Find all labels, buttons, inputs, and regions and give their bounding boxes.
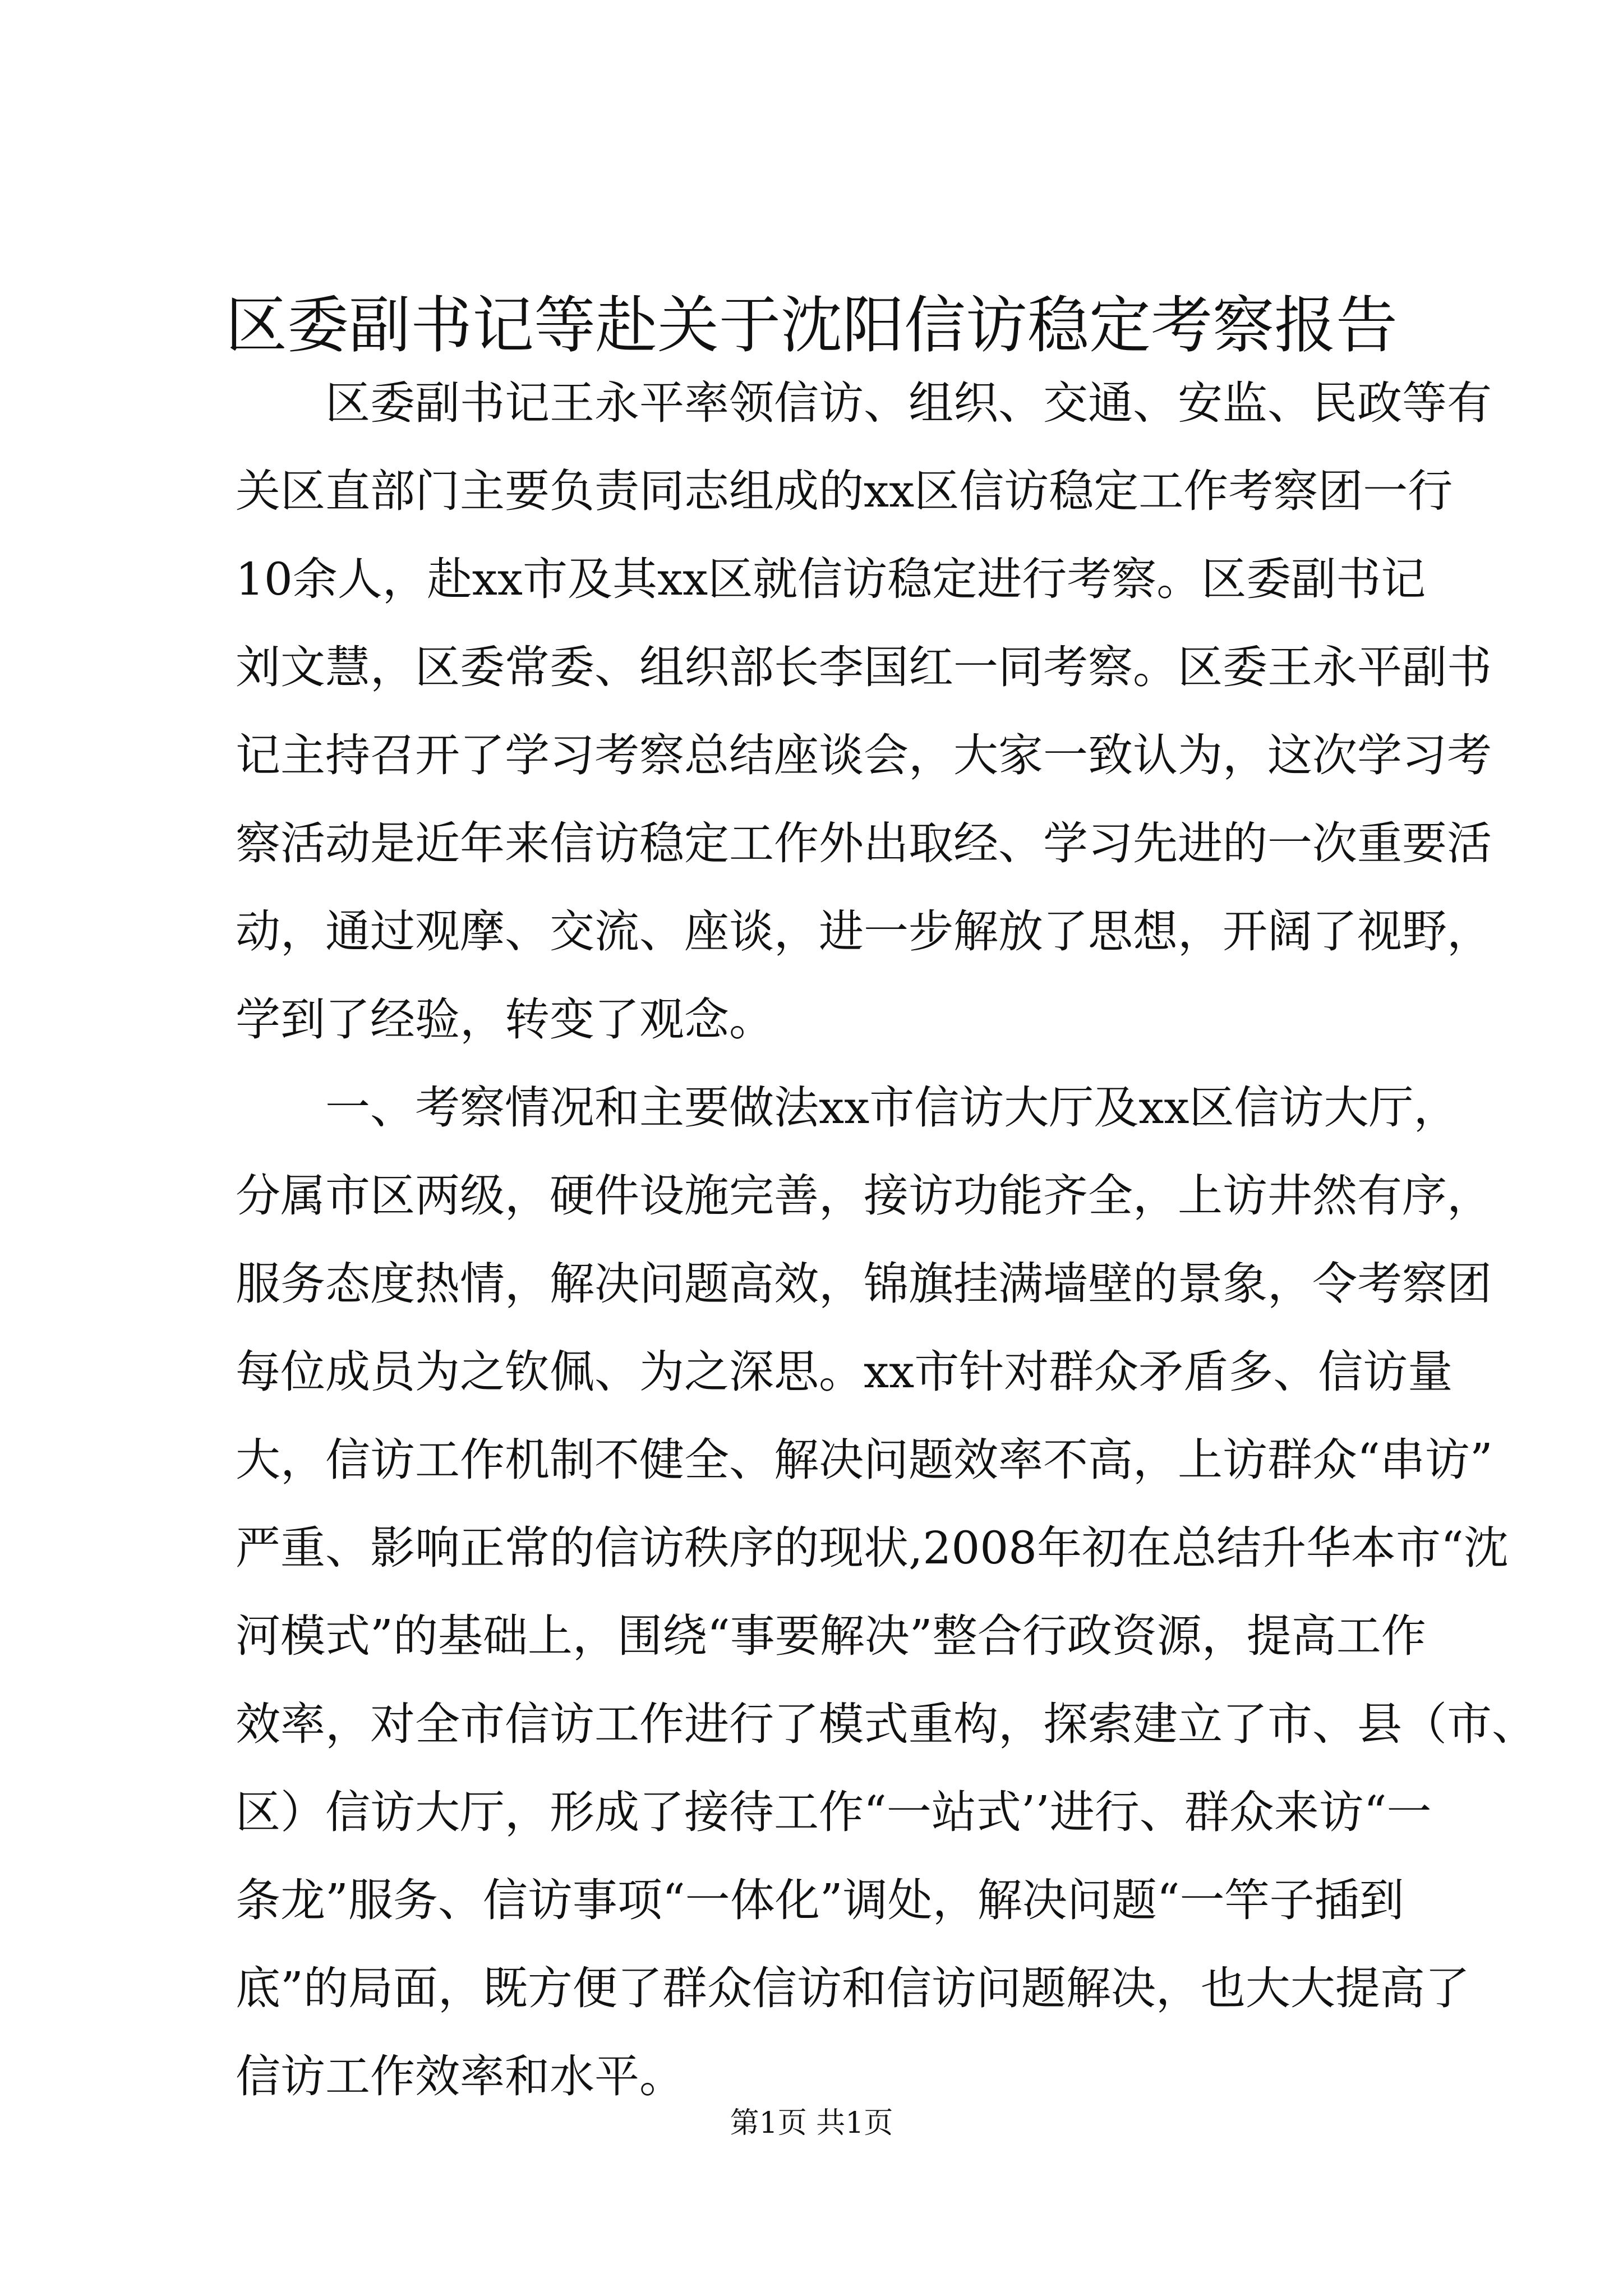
paragraph-line: 信访工作效率和水平。 [236,2050,684,2102]
paragraph-line: 严重、影响正常的信访秩序的现状,2008年初在总结升华本市“沈 [236,1522,1509,1574]
paragraph-1 [236,359,1492,1064]
page-footer: 第1页 共1页 [730,2106,893,2140]
paragraph-line: 大，信访工作机制不健全、解决问题效率不高，上访群众“串访” [236,1434,1493,1486]
paragraph-line: 条龙”服务、信访事项“一体化”调处，解决问题“一竿子插到 [236,1874,1404,1926]
paragraph-line: 一、考察情况和主要做法xx市信访大厅及xx区信访大厅， [325,1082,1459,1134]
document-title: 区委副书记等赴关于沈阳信访稳定考察报告 [225,289,1398,361]
paragraph-line: 察活动是近年来信访稳定工作外出取经、学习先进的一次重要活 [236,817,1492,869]
paragraph-line: 区委副书记王永平率领信访、组织、交通、安监、民政等有 [325,377,1492,429]
paragraph-line: 服务态度热情，解决问题高效，锦旗挂满墙壁的景象，令考察团 [236,1258,1492,1310]
paragraph-line: 记主持召开了学习考察总结座谈会，大家一致认为，这次学习考 [236,729,1492,781]
paragraph-line: 分属市区两级，硬件设施完善，接访功能齐全，上访井然有序， [236,1170,1492,1222]
paragraph-line: 关区直部门主要负责同志组成的xx区信访稳定工作考察团一行 [236,465,1453,517]
paragraph-line: 10余人，赴xx市及其xx区就信访稳定进行考察。区委副书记 [236,553,1426,605]
paragraph-2 [236,1064,1537,2120]
document-body [236,359,1537,2120]
paragraph-line: 每位成员为之钦佩、为之深思。xx市针对群众矛盾多、信访量 [236,1346,1453,1398]
paragraph-line: 动，通过观摩、交流、座谈，进一步解放了思想，开阔了视野， [236,905,1492,958]
paragraph-line: 效率，对全市信访工作进行了模式重构，探索建立了市、县（市、 [236,1698,1537,1750]
paragraph-line: 刘文慧，区委常委、组织部长李国红一同考察。区委王永平副书 [236,641,1492,693]
paragraph-line: 底”的局面，既方便了群众信访和信访问题解决，也大大提高了 [236,1962,1470,2014]
paragraph-line: 区）信访大厅，形成了接待工作“一站式’’进行、群众来访“一 [236,1786,1432,1838]
paragraph-line: 学到了经验，转变了观念。 [236,993,774,1046]
paragraph-line: 河模式”的基础上，围绕“事要解决”整合行政资源，提高工作 [236,1610,1426,1662]
